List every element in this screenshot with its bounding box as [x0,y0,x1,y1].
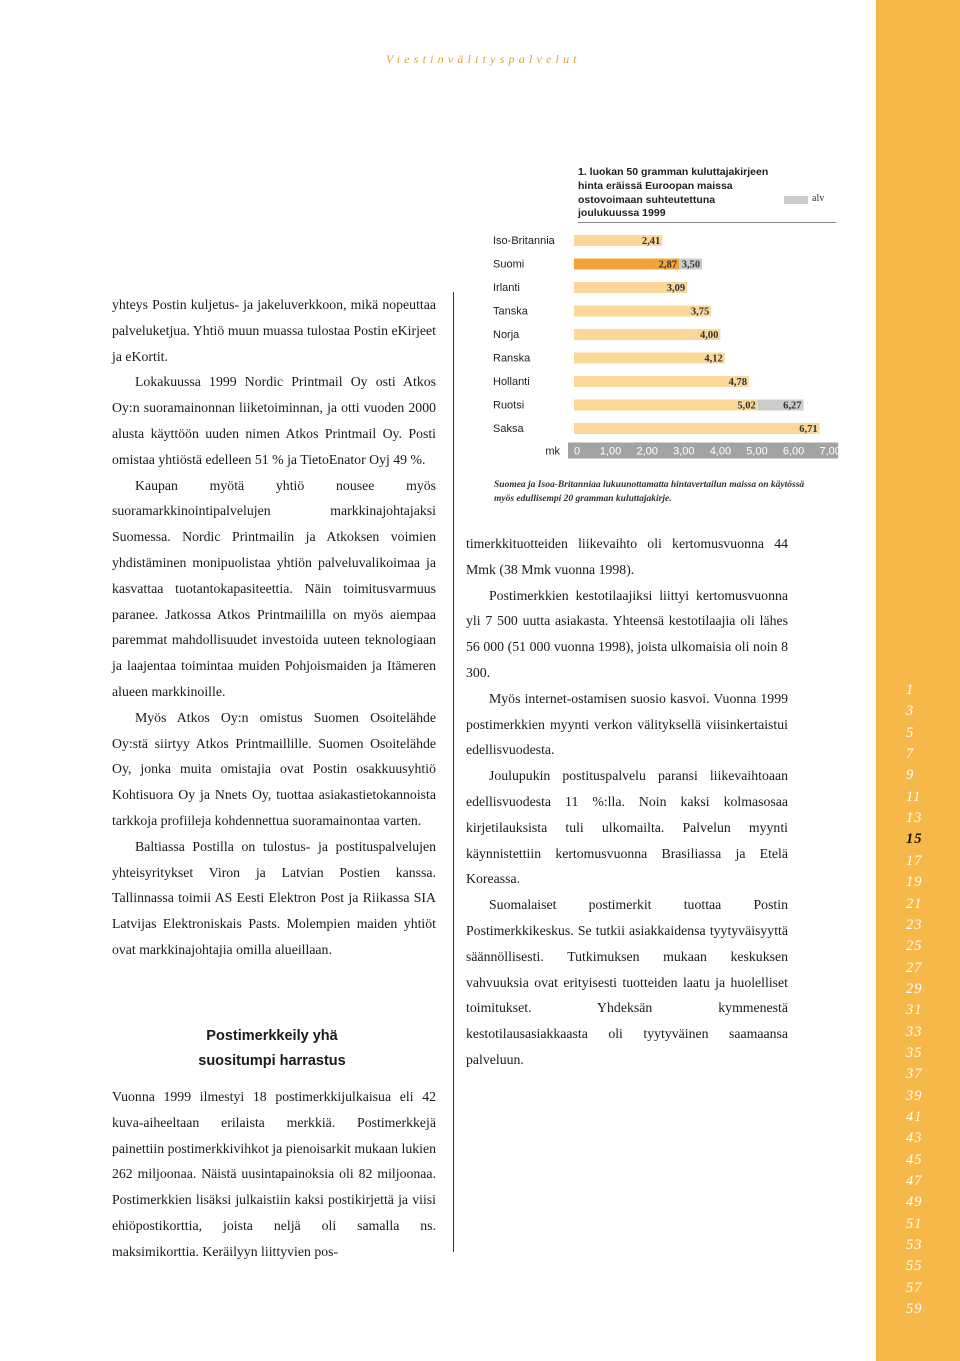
category-label: Irlanti [493,282,520,294]
left-column-2 [112,1084,436,1265]
value-label: 3,75 [690,306,710,318]
category-label: Hollanti [493,376,530,388]
category-label: Suomi [493,258,525,271]
page-number: 15 [906,831,923,848]
page-number: 9 [906,767,915,784]
page-number: 33 [906,1023,923,1040]
page-number: 59 [906,1301,923,1318]
subheading-line: suositumpi harrastus [198,1053,346,1069]
legend-label-alv: alv [812,193,825,204]
page-number: 1 [906,682,915,698]
category-label: Saksa [493,423,524,435]
right-column [466,531,788,1073]
page-number: 19 [906,874,923,891]
column-divider [453,292,454,1252]
price-bar-chart [484,232,844,468]
page-number: 55 [906,1258,923,1275]
chart-title-rule [578,222,836,223]
bar [574,423,820,434]
page-number: 17 [906,852,923,869]
category-label: Ranska [493,352,531,365]
category-label: Norja [493,329,520,341]
paragraph: timerkkituotteiden liikevaihto oli kertomusvuonna 44 Mmk (38 Mmk vuonna 1998). [466,536,788,577]
page-number: 45 [906,1151,923,1168]
x-tick-label: 1,00 [599,445,622,458]
x-tick-label: 3,00 [673,445,695,458]
paragraph: Postimerkkien kestotilaajiksi liittyi kertomusvuonna yli 7 500 uutta asiakasta. Yhteensä kestotilaajia oli lähes 56 000 (51 000 vuonna 1998), joista ulkomaisia oli noin 8 300. [466,587,788,680]
paragraph: Suomalaiset postimerkit tuottaa Postin Postimerkkikeskus. Se tutkii asiakkaidensa tyytyväisyyttä säännöllisesti. Tutkimuksen mukaan keskuksen vahvuuksia ovat erityisesti tuotteiden laatu ja huolelliset toimitukset. Yhdeksän kymmenestä kestotilausasiakkaasta oli tyytyväinen saamaansa palveluun. [466,897,788,1067]
page-number: 57 [906,1279,923,1296]
x-tick-label: 2,00 [636,445,658,458]
paragraph: Myös internet-ostamisen suosio kasvoi. Vuonna 1999 postimerkkien myynti verkon välityksellä viisinkertaistui edellisvuodesta. [466,690,788,758]
left-column [112,292,436,963]
x-tick-label: 0 [574,445,581,458]
paragraph: Lokakuussa 1999 Nordic Printmail Oy osti Atkos Oy:n suoramainonnan liiketoiminnan, ja otti vuoden 2000 alusta käyttöön uuden nimen Atkos Printmail Oy. Posti omistaa yhtiöstä edelleen 51 % ja TietoEnator Oyj 49 %. [112,374,436,467]
page-number: 11 [906,788,922,805]
paragraph: Myös Atkos Oy:n omistus Suomen Osoitelähde Oy:stä siirtyy Atkos Printmaillille. Suomen Osoitelähde Oy, jonka muita omistajia ovat Postin osakkuusyhtiö Kohtisuora Oy ja Nnets Oy, tuottaa asiakastietokannoista tarkkoja profiileja kohdennettua suoramainontaa varten. [112,709,436,828]
page-number: 3 [906,703,915,720]
page-number: 23 [906,916,923,933]
bar [574,353,725,364]
paragraph: Kaupan myötä yhtiö nousee myös suoramarkkinointipalvelujen markkinajohtajaksi Suomessa. Nordic Printmailin ja Atkoksen voimien yhdistäminen monipuolistaa yhtiön palveluvalikoimaa ja kasvattaa tuotantokapasiteettia. Näin toimitusvarmuus paranee. Jatkossa Atkos Printmaililla on myös aiempaa paremmat mahdollisuudet investoida uuteen teknologiaan ja laajentaa toimintaa muiden Pohjoismaiden ja Itämeren alueen markkinoille. [112,477,436,699]
page-number: 27 [906,959,923,976]
x-tick-label: 6,00 [782,445,805,458]
page-number: 13 [906,810,923,827]
page-number: 31 [906,1002,923,1019]
page-number: 25 [906,938,923,955]
page-number: 29 [906,980,923,997]
chart-title: 1. luokan 50 gramman kuluttajakirjeen hinta eräissä Euroopan maissa ostovoimaan suhteutettuna joulukuussa 1999 [578,166,769,220]
total-label: 6,27 [783,400,802,412]
page-number: 35 [906,1044,923,1061]
value-label: 2,41 [641,236,661,247]
value-label: 4,12 [704,353,723,365]
subheading [112,1024,432,1074]
x-tick-label: 5,00 [746,445,768,458]
page-number: 43 [906,1130,923,1147]
bar [574,400,758,411]
paragraph: Vuonna 1999 ilmestyi 18 postimerkkijulkaisua eli 42 kuva-aiheeltaan erilaista merkkiä. Postimerkkejä painettiin postimerkkivihkot ja pienoisarkit mukaan lukien 262 miljoonaa. Näistä uusintapainoksia oli 82 miljoonaa. Postimerkkien lisäksi julkaistiin kaksi postikirjettä ja viisi ehiöpostikorttia, joista neljä oli samalla ns. maksimikorttia. Keräilyyn liittyvien pos- [112,1089,436,1259]
x-tick-label: 4,00 [709,445,732,458]
value-label: 4,00 [700,330,719,341]
x-tick-label: 7,00 [819,445,841,458]
page-number: 51 [906,1215,923,1232]
subheading-line: Postimerkkeily yhä [206,1028,338,1044]
page-number: 49 [906,1194,923,1211]
page-number: 39 [906,1087,923,1104]
category-label: Tanska [493,305,528,318]
total-label: 3,50 [681,259,701,271]
value-label: 4,78 [728,377,747,388]
bar [574,329,720,340]
chart-footnote: Suomea ja Isoa-Britanniaa lukuunottamatta hintavertailun maissa on käytössä myös edullisempi 20 gramman kuluttajakirje. [494,480,805,504]
page-number: 21 [906,895,923,912]
page-number: 7 [906,746,915,763]
legend-swatch-alv [784,196,808,204]
category-label: Iso-Britannia [493,235,555,247]
page-number: 47 [906,1173,923,1190]
value-label: 3,09 [666,283,686,294]
paragraph: yhteys Postin kuljetus- ja jakeluverkkoon, mikä nopeuttaa palveluketjua. Yhtiö muun muassa tulostaa Postin eKirjeet ja eKortit. [112,297,436,364]
page-number: 37 [906,1066,923,1083]
value-label: 5,02 [737,400,756,412]
page-number: 41 [906,1109,923,1125]
value-label: 6,71 [799,424,818,435]
x-axis-label: mk [545,445,560,458]
paragraph: Joulupukin postituspalvelu paransi liikevaihtoaan edellisvuodesta 11 %:lla. Noin kaksi kolmasosaa kirjetilauksista tuli ulkomailta. Palvelun myynti käynnistettiin kertomusvuonna Brasiliassa ja Etelä Koreassa. [466,768,788,887]
bar [574,376,749,387]
page-number: 5 [906,724,915,741]
value-label: 2,87 [658,259,678,271]
paragraph: Baltiassa Postilla on tulostus- ja postituspalvelujen yhteisyritykset Viron ja Latvian Postien kanssa. Tallinnassa toimii AS Eesti Elektron Post ja Riikassa SIA Latvijas Elektroniskais Pasts. Molempien maiden yhtiöt ovat markkinajohtajia omilla alueillaan. [112,838,436,957]
section-header: Viestinvälityspalvelut [386,52,581,66]
page-number: 53 [906,1237,923,1254]
category-label: Ruotsi [493,399,525,412]
